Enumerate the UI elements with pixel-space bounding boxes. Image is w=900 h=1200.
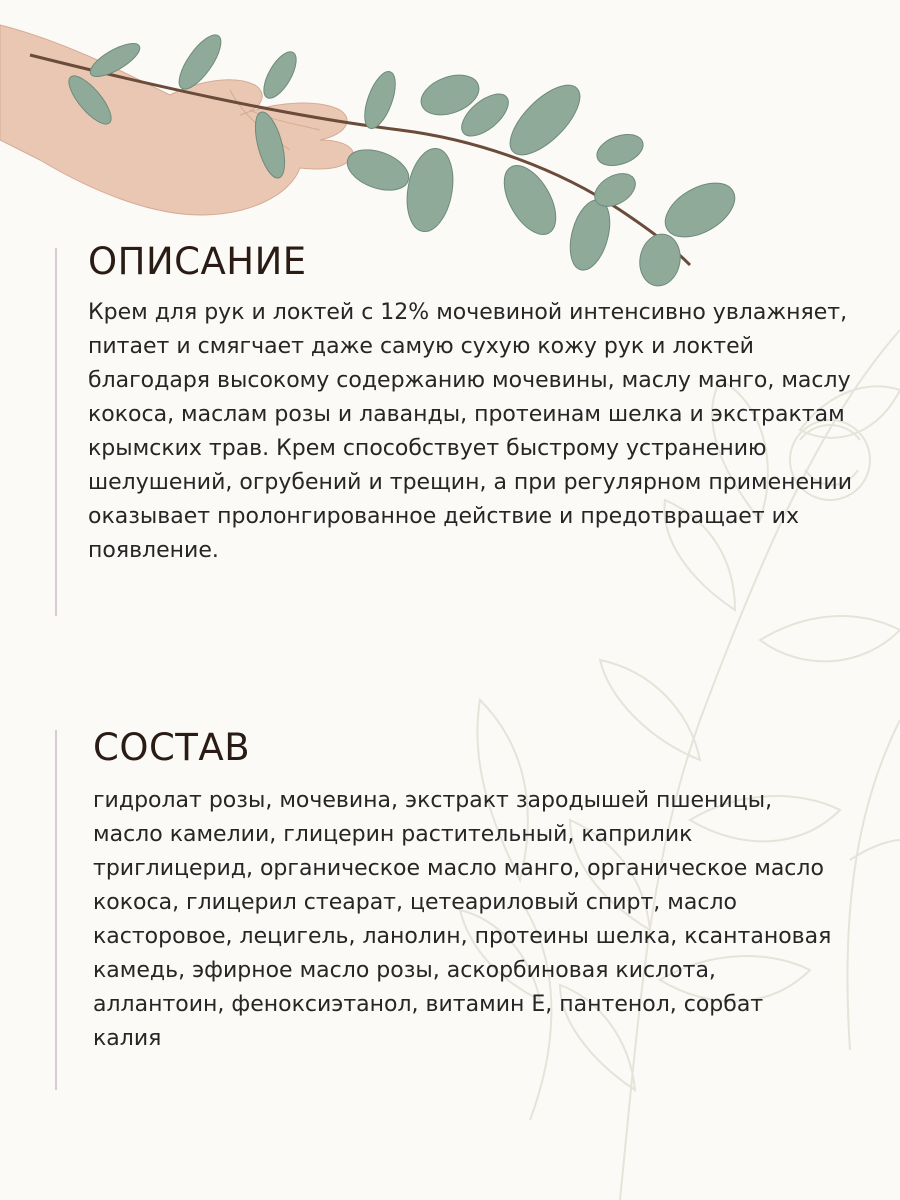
leaf <box>563 196 616 275</box>
composition-title: СОСТАВ <box>93 726 251 769</box>
leaf <box>593 129 648 172</box>
composition-accent-line <box>55 730 57 1090</box>
description-title: ОПИСАНИЕ <box>88 240 307 283</box>
description-text: Крем для рук и локтей с 12% мочевиной интенсивно увлажняет, питает и смягчает даже самую сухую кожу рук и локтей благодаря высокому содержанию мочевины, маслу манго, маслу кокоса, маслам розы и лаванды, протеинам шелка и экстрактам крымских трав. Крем способствует быстрому устранению шелушений, огрубений и трещин, а при регулярном применении оказывает пролонгированное действие и предотвращает их появление. <box>88 300 853 563</box>
leaf <box>499 74 591 166</box>
leaf <box>257 47 302 103</box>
leaf <box>358 68 401 133</box>
leaf <box>401 145 459 235</box>
composition-text: гидролат розы, мочевина, экстракт зародышей пшеницы, масло камелии, глицерин растительный, каприлик триглицерид, органическое масло манго, органическое масло кокоса, глицерил стеарат, цетеариловый спирт, масло касторовое, лецигель, ланолин, протеины шелка, ксантановая камедь, эфирное масло розы, аскорбиновая кислота, аллантоин, феноксиэтанол, витамин Е, пантенол, сорбат калия <box>93 788 832 1051</box>
leaf <box>636 231 684 289</box>
hand-shape <box>0 25 353 215</box>
leaf <box>494 157 567 243</box>
description-accent-line <box>55 248 57 616</box>
